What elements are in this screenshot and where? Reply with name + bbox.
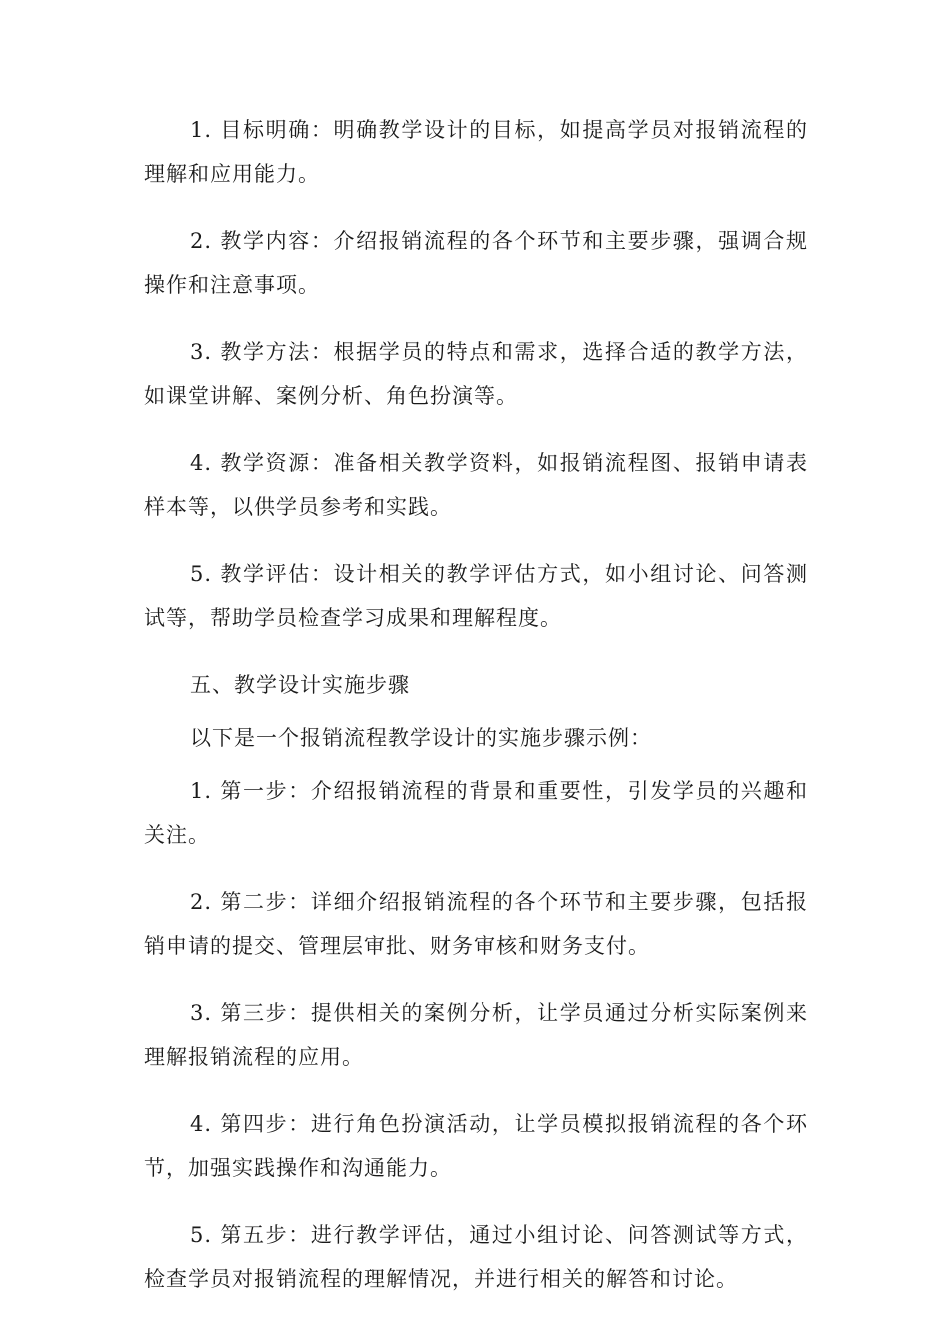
step-paragraph: 2. 第二步：详细介绍报销流程的各个环节和主要步骤，包括报销申请的提交、管理层审批、财务审核和财务支付。 <box>144 890 808 958</box>
intro-paragraph: 以下是一个报销流程教学设计的实施步骤示例： <box>190 726 652 750</box>
principle-paragraph: 5. 教学评估：设计相关的教学评估方式，如小组讨论、问答测试等，帮助学员检查学习成果和理解程度。 <box>144 562 808 630</box>
principle-paragraph: 4. 教学资源：准备相关教学资料，如报销流程图、报销申请表样本等，以供学员参考和实践。 <box>144 451 808 519</box>
step-paragraph: 5. 第五步：进行教学评估，通过小组讨论、问答测试等方式，检查学员对报销流程的理解情况，并进行相关的解答和讨论。 <box>144 1223 808 1291</box>
section-heading: 五、教学设计实施步骤 <box>190 673 410 697</box>
step-paragraph: 4. 第四步：进行角色扮演活动，让学员模拟报销流程的各个环节，加强实践操作和沟通能力。 <box>144 1112 808 1180</box>
principle-paragraph: 3. 教学方法：根据学员的特点和需求，选择合适的教学方法，如课堂讲解、案例分析、角色扮演等。 <box>144 340 808 408</box>
step-paragraph: 3. 第三步：提供相关的案例分析，让学员通过分析实际案例来理解报销流程的应用。 <box>144 1001 808 1069</box>
principle-paragraph: 2. 教学内容：介绍报销流程的各个环节和主要步骤，强调合规操作和注意事项。 <box>144 229 808 297</box>
principle-paragraph: 1. 目标明确：明确教学设计的目标，如提高学员对报销流程的理解和应用能力。 <box>144 118 808 186</box>
document-body <box>144 108 808 1324</box>
step-paragraph: 1. 第一步：介绍报销流程的背景和重要性，引发学员的兴趣和关注。 <box>144 779 808 847</box>
